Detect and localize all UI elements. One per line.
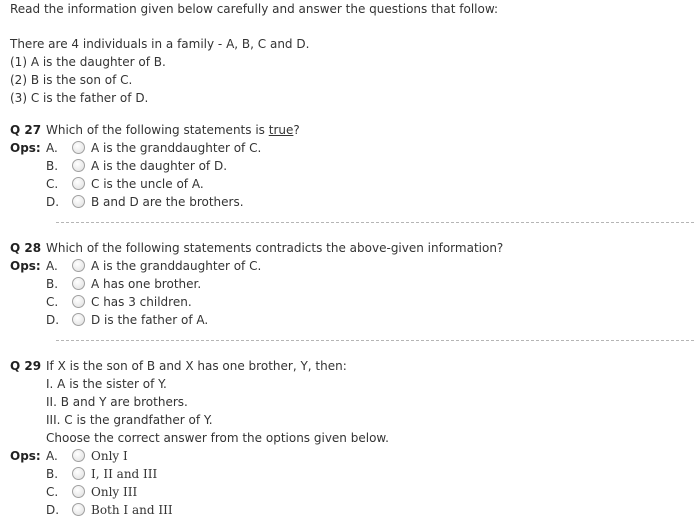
- question-text-27: [46, 121, 300, 139]
- option-text: A is the daughter of D.: [91, 159, 228, 173]
- option-text: A is the granddaughter of C.: [91, 259, 262, 273]
- statement-1: I. A is the sister of Y.: [46, 377, 167, 391]
- q29-radio-c[interactable]: [72, 485, 85, 498]
- question-separator: [56, 222, 694, 223]
- statement-3: III. C is the grandfather of Y.: [46, 413, 213, 427]
- option-letter: D.: [46, 503, 60, 517]
- option-text: Both I and III: [91, 503, 173, 517]
- premise-text: There are 4 individuals in a family - A, B, C and D.: [10, 37, 310, 51]
- q29-radio-d[interactable]: [72, 503, 85, 516]
- fact-2: (2) B is the son of C.: [10, 73, 133, 87]
- option-letter: A.: [46, 141, 58, 155]
- option-text: C has 3 children.: [91, 295, 192, 309]
- option-text: Only III: [91, 485, 138, 499]
- fact-1: (1) A is the daughter of B.: [10, 55, 166, 69]
- option-text: B and D are the brothers.: [91, 195, 244, 209]
- q29-radio-b[interactable]: [72, 467, 85, 480]
- instruction-text: Read the information given below carefully and answer the questions that follow:: [10, 2, 499, 16]
- q29-option-a[interactable]: [46, 447, 128, 465]
- option-letter: C.: [46, 295, 59, 309]
- q28-option-d[interactable]: [46, 311, 208, 329]
- ops-label-29: Ops:: [10, 449, 41, 463]
- q27-option-a[interactable]: [46, 139, 261, 157]
- question-number-27: Q 27: [10, 123, 42, 137]
- option-letter: D.: [46, 195, 60, 209]
- q28-option-a[interactable]: [46, 257, 261, 275]
- option-text: A has one brother.: [91, 277, 202, 291]
- statement-2: II. B and Y are brothers.: [46, 395, 188, 409]
- option-letter: B.: [46, 277, 59, 291]
- option-text: C is the uncle of A.: [91, 177, 204, 191]
- option-letter: A.: [46, 259, 58, 273]
- q27-option-d[interactable]: [46, 193, 244, 211]
- q28-radio-c[interactable]: [72, 295, 85, 308]
- q28-radio-d[interactable]: [72, 313, 85, 326]
- option-letter: C.: [46, 177, 59, 191]
- q28-radio-a[interactable]: [72, 259, 85, 272]
- ops-label-28: Ops:: [10, 259, 41, 273]
- question-text-27-part1: Which of the following statements is: [46, 123, 269, 137]
- q28-option-b[interactable]: [46, 275, 201, 293]
- question-text-28: Which of the following statements contradicts the above-given information?: [46, 241, 504, 255]
- q27-radio-d[interactable]: [72, 195, 85, 208]
- option-letter: B.: [46, 467, 59, 481]
- ops-label-27: Ops:: [10, 141, 41, 155]
- option-letter: D.: [46, 313, 60, 327]
- choose-instruction: Choose the correct answer from the options given below.: [46, 431, 389, 445]
- question-number-29: Q 29: [10, 359, 42, 373]
- q27-radio-a[interactable]: [72, 141, 85, 154]
- option-text: A is the granddaughter of C.: [91, 141, 262, 155]
- q29-radio-a[interactable]: [72, 449, 85, 462]
- option-text: I, II and III: [91, 467, 158, 481]
- question-separator: [56, 340, 694, 341]
- q28-radio-b[interactable]: [72, 277, 85, 290]
- q27-option-c[interactable]: [46, 175, 204, 193]
- q28-option-c[interactable]: [46, 293, 192, 311]
- q29-option-b[interactable]: [46, 465, 157, 483]
- question-text-29: If X is the son of B and X has one brother, Y, then:: [46, 359, 347, 373]
- q27-radio-c[interactable]: [72, 177, 85, 190]
- option-letter: B.: [46, 159, 59, 173]
- question-text-27-emphasis: true: [268, 123, 294, 137]
- q27-radio-b[interactable]: [72, 159, 85, 172]
- option-text: D is the father of A.: [91, 313, 209, 327]
- fact-3: (3) C is the father of D.: [10, 91, 149, 105]
- q27-option-b[interactable]: [46, 157, 227, 175]
- question-number-28: Q 28: [10, 241, 42, 255]
- option-text: Only I: [91, 449, 128, 463]
- option-letter: C.: [46, 485, 59, 499]
- question-text-27-part2: ?: [293, 123, 300, 137]
- q29-option-c[interactable]: [46, 483, 137, 501]
- q29-option-d[interactable]: [46, 501, 173, 519]
- option-letter: A.: [46, 449, 58, 463]
